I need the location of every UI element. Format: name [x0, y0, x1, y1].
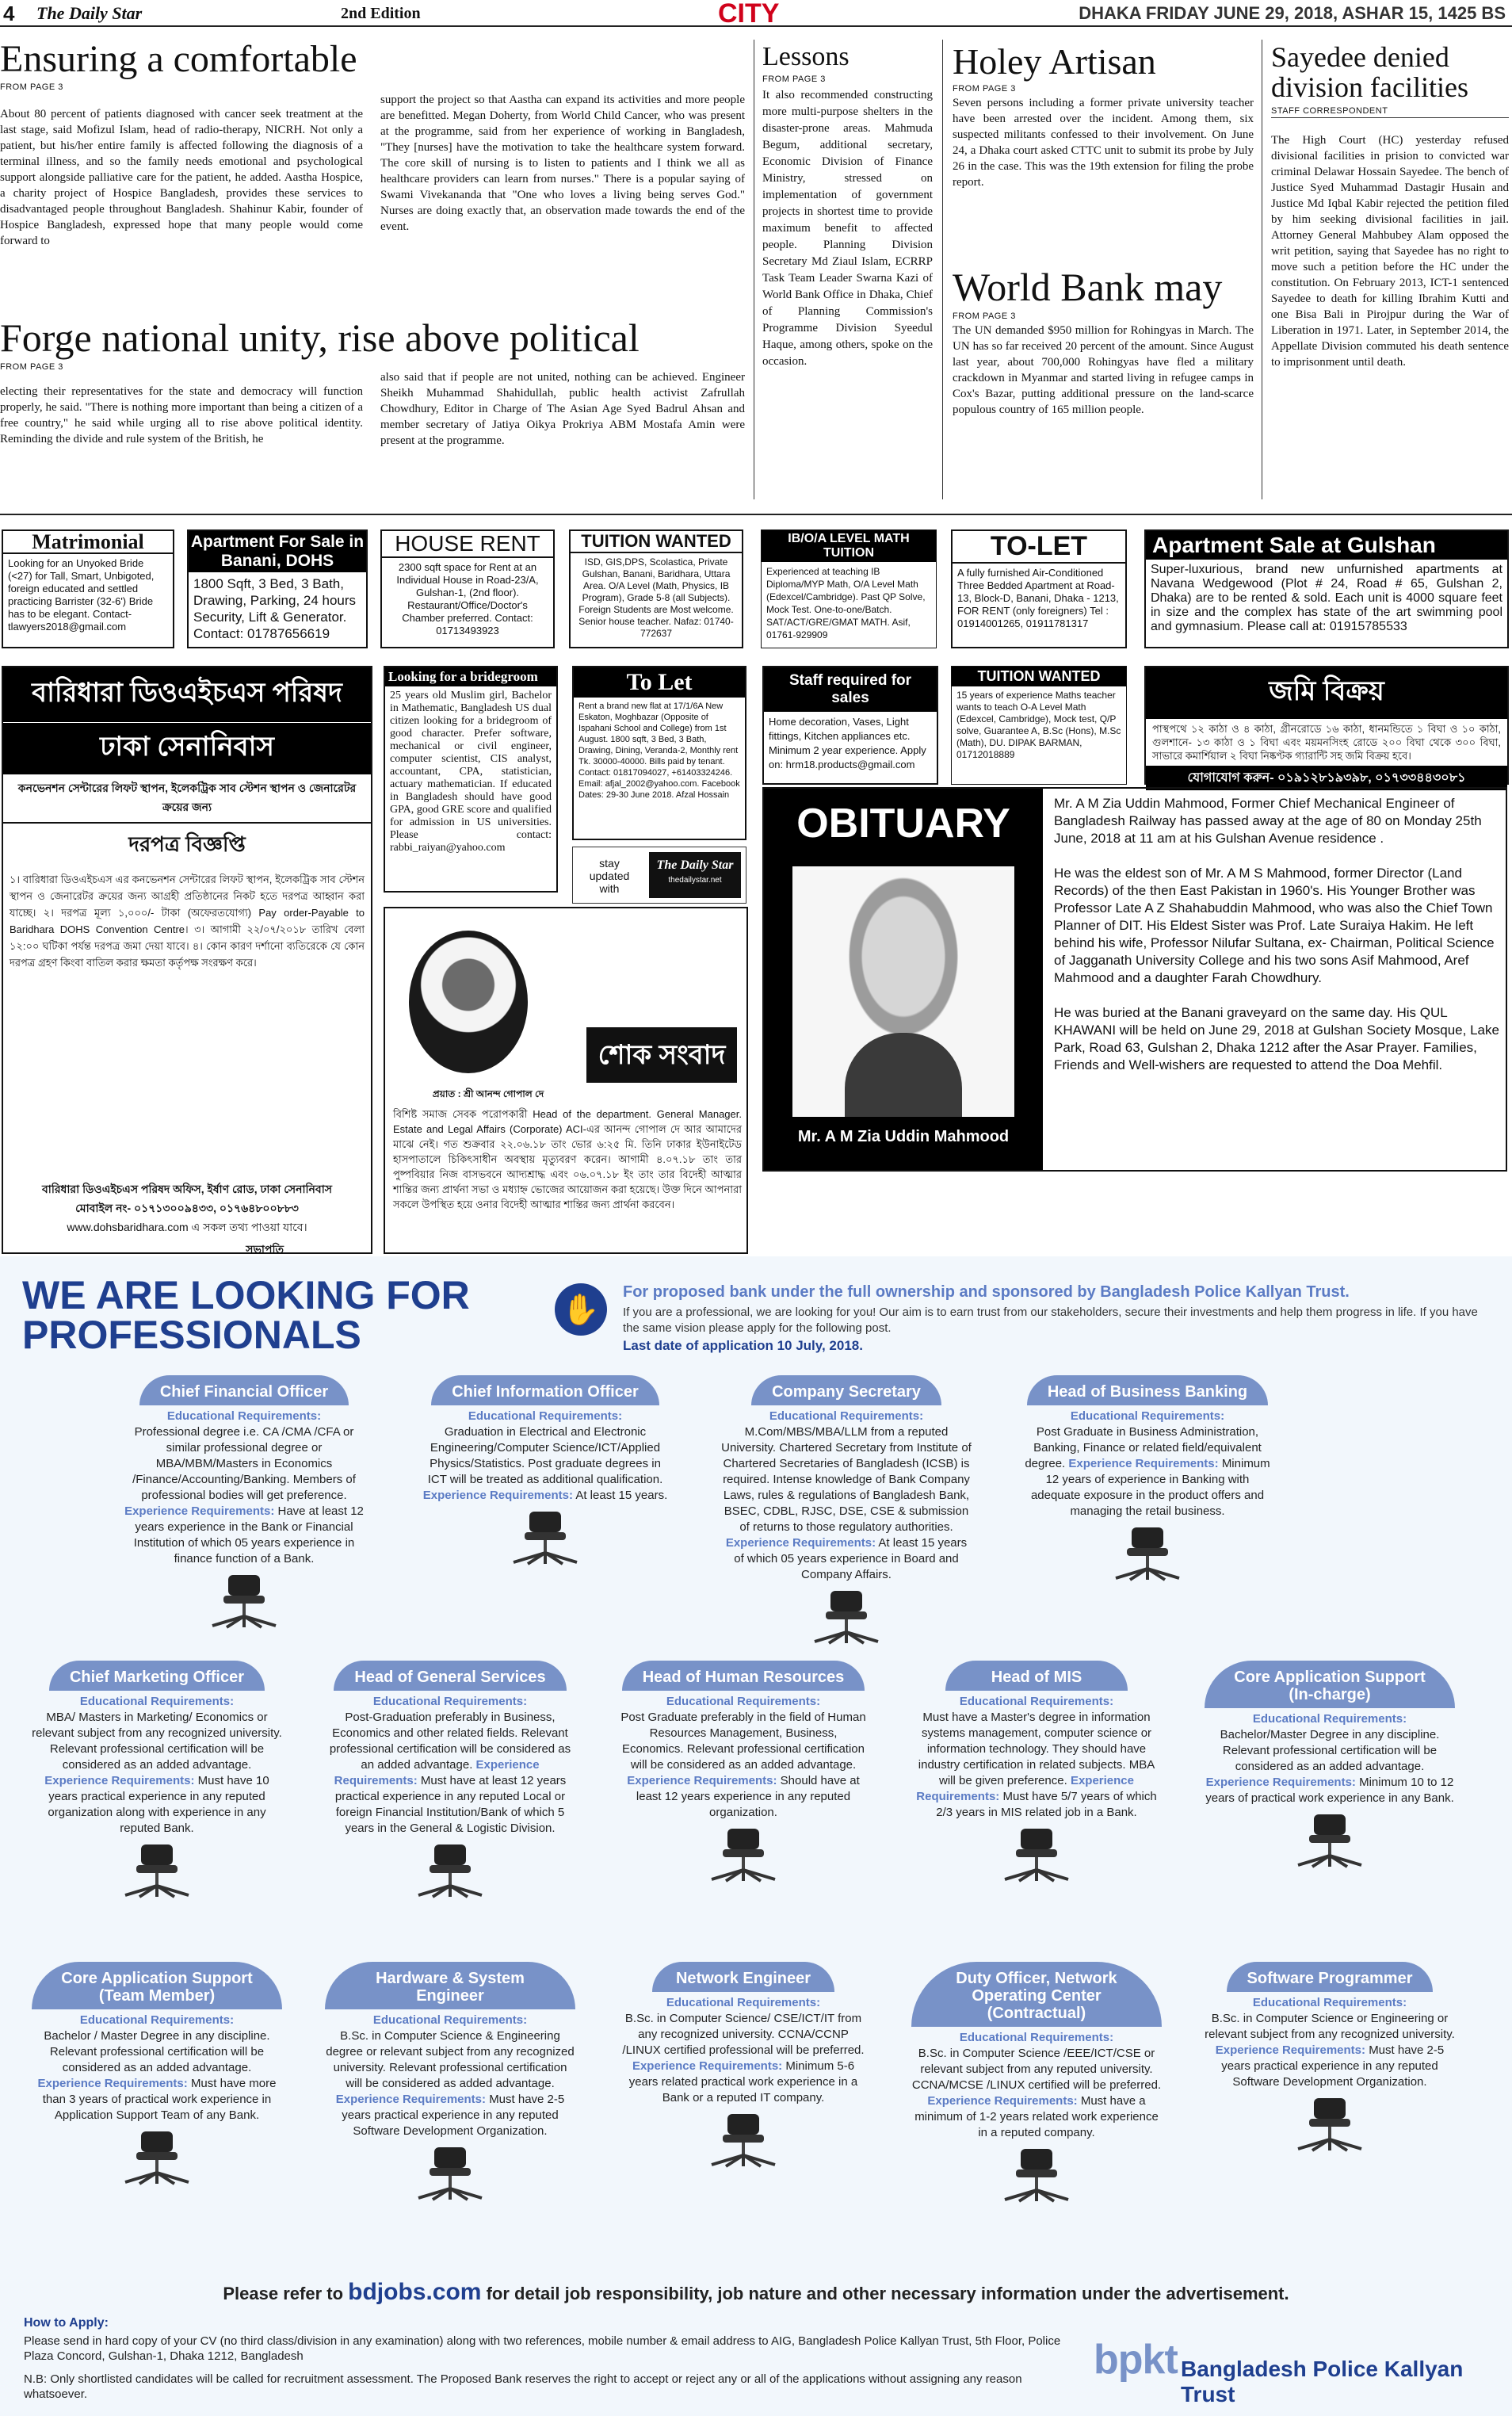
exp-text: Must have 5/7 years of which 2/3 years in MIS related job in a Bank.: [936, 1790, 1157, 1819]
page-header: [0, 0, 1512, 27]
from-page: FROM PAGE 3: [0, 361, 63, 372]
stay-updated-text: stay updated with: [589, 857, 630, 895]
job-card: [32, 1962, 282, 2189]
office-chair-icon: [696, 1827, 791, 1883]
classified-body: Looking for an Unyoked Bride (<27) for Tall, Smart, Unbigoted, foreign educated and settled practicing Barrister (32-6') Bride has to be elegant. Contact- tlawyers2018@gmail.com: [8, 557, 155, 633]
office-chair-icon: [109, 2130, 204, 2185]
exp-text: Minimum 10 to 12 years of practical work experience in any Bank.: [1205, 1776, 1454, 1805]
classified-body: Home decoration, Vases, Light fittings, Kitchen appliances etc. Minimum 2 year experience. Apply on: hrm18.products@gmail.com: [769, 716, 926, 770]
office-chair-icon: [403, 1843, 498, 1898]
rule: [0, 514, 1512, 515]
edu-text: Bachelor/Master Degree in any discipline. Relevant professional certification will be considered as an added advantage.: [1220, 1728, 1440, 1773]
logo-url: thedailystar.net: [668, 876, 722, 885]
article-ensuring: [0, 38, 745, 247]
job-title: Duty Officer, Network Operating Center (Contractual): [911, 1962, 1162, 2027]
office-chair-icon: [1100, 1526, 1195, 1581]
exp-text: Must have 2-5 years practical experience in any reputed Software Development Organization.: [1221, 2043, 1445, 2089]
bpkt-name: Bangladesh Police Kallyan Trust: [1181, 2357, 1464, 2406]
office-chair-icon: [1282, 2097, 1377, 2152]
exp-text: Must have 2-5 years practical experience in any reputed Software Development Organization.: [342, 2093, 565, 2138]
obituary-p2: He was the eldest son of Mr. A M S Mahmood, former Director (Land Records) of the then East Pakistan in 1960's. His Younger Brother was Professor Late A Z Shahabuddin Mahmood, who was also the Chief Town Planner of DIT. His Eldest Sister was Prof. Late Suraiya Hakim. He left behind his wife, Professor Nilufar Sultana, ex- Chairman, Political Science of Jagganath University College and his two sons Asif Mahmood, Aref Mahmood and a daughter Farah Chowdhury.: [1054, 866, 1495, 985]
classified-tuition-wanted: [569, 529, 743, 648]
edu-text: B.Sc. in Computer Science/ CSE/ICT/IT from any recognized university. CCNA/CCNP /LINUX certified professional will be preferred.: [622, 2012, 865, 2057]
job-card: [1205, 1661, 1455, 1872]
classified-body: 1800 Sqft, 3 Bed, 3 Bath, Drawing, Parking, 24 hours Security, Lift & Generator. Contact: 01787656619: [193, 576, 357, 641]
tender-office: বারিধারা ডিওএইচএস পরিষদ অফিস, ইর্ষাণ রোড, ঢাকা সেনানিবাস: [41, 1183, 333, 1195]
exp-label: Experience Requirements:: [37, 2077, 188, 2090]
tender-web: www.dohsbaridhara.com এ সকল তথ্য পাওয়া যাবে।: [67, 1221, 307, 1233]
obituary-title: OBITUARY: [796, 801, 1010, 847]
job-card: [325, 1962, 575, 2205]
classified-title: TUITION WANTED: [571, 531, 742, 553]
article-holey-artisan: [953, 43, 1254, 190]
exp-label: Experience Requirements:: [334, 1758, 540, 1787]
land-sale-notice: [1144, 666, 1509, 785]
obituary-caption: Mr. A M Zia Uddin Mahmood: [797, 1128, 1010, 1145]
classified-apartment-banani: [187, 529, 368, 648]
ad-headline-1: WE ARE LOOKING FOR: [22, 1273, 470, 1317]
job-title: Chief Information Officer: [431, 1375, 659, 1405]
job-title: Core Application Support (Team Member): [32, 1962, 282, 2009]
obituary-p1: Mr. A M Zia Uddin Mahmood, Former Chief Mechanical Engineer of Bangladesh Railway has passed away at the age of 80 on Monday 25th June, 2018 at 11 am at his Gulshan Avenue residence .: [1054, 796, 1482, 846]
job-title: Network Engineer: [652, 1962, 834, 1992]
job-title: Chief Marketing Officer: [49, 1661, 265, 1691]
job-card: [119, 1375, 369, 1633]
land-title: জমি বিক্রয়: [1146, 667, 1507, 719]
condolence-title: শোক সংবাদ: [586, 1027, 737, 1083]
article-col: About 80 percent of patients diagnosed with cancer seek treatment at the last stage, said Mofizul Islam, head of radio-therapy, NICRH. Not only a patient, but his/her entire family is affected following the diagnosis of a terminal illness, and so the family needs emotional and psychological support alongside palliative care for the patient, he added. Aastha Hospice, a charity project of Hospice Bangladesh, provides these services to disadvantaged people throughout Bangladesh. Shahinur Kabir, founder of Hospice Bangladesh, expressed hope that many people would come forward to: [0, 108, 363, 247]
how-to-apply: [24, 2315, 1070, 2402]
article-lessons: [762, 43, 933, 370]
article-body: The UN demanded $950 million for Rohingyas in March. The UN has so far received 20 percent of the amount. Since August last year, about 700,000 Rohingyas have fled a military crackdown in Myanmar and started living in refugee camps in Cox's Bazar, putting additional pressure on the land-scarce populous country of 165 million people.: [953, 323, 1254, 416]
job-requirements: [119, 1409, 369, 1567]
portrait-photo: [792, 866, 1014, 1117]
edu-label: Educational Requirements:: [79, 1695, 235, 1708]
refer-pre: Please refer to: [223, 2284, 344, 2303]
job-requirements: [618, 1995, 869, 2106]
exp-label: Experience Requirements:: [916, 1774, 1134, 1803]
job-card: [325, 1661, 575, 1902]
edu-label: Educational Requirements:: [959, 1695, 1114, 1708]
land-contact: যোগাযোগ করুন- ০১৯১২৮১৯৩৯৮, ০১৭৩৩৪৪৩০৮১: [1146, 766, 1507, 790]
portrait-shoulders: [845, 1033, 962, 1117]
job-requirements: [618, 1694, 869, 1821]
job-card: [911, 1962, 1162, 2207]
headline: Lessons: [762, 42, 850, 71]
land-body: পাস্থপথে ১২ কাঠা ও ৪ কাঠা, গ্রীনরোডে ১৬ কাঠা, ধানমন্ডিতে ১ বিঘা ও ১০ কাঠা, গুলশানে- ১৩ কাঠা ও ১ বিঘা এবং ময়মনসিংহ রোডে ২০০ বিঘা থেকে ৩০০ বিঘা, সাভারে কমার্শিয়াল ২ বিঘা নিষ্কণ্টক গ্যারান্টি সহ জমি বিক্রয় হবে।: [1152, 723, 1501, 762]
job-card: [32, 1661, 282, 1902]
job-requirements: [1022, 1409, 1273, 1520]
job-title: Software Programmer: [1227, 1962, 1434, 1992]
job-title: Chief Financial Officer: [139, 1375, 349, 1405]
edu-label: Educational Requirements:: [1252, 1996, 1407, 2009]
classified-math-tuition: [761, 529, 937, 648]
portrait-photo: [409, 931, 528, 1073]
classified-title: TO-LET: [953, 531, 1125, 564]
tender-notice: [2, 666, 372, 1254]
apply-text: Please send in hard copy of your CV (no third class/division in any examination) along with two references, mobile number & email address to AIG, Bangladesh Police Kallyan Trust, 5th Floor, Police Plaza Concord, Gulshan-1, Dhaka 1212, Bangladesh: [24, 2334, 1061, 2363]
job-card: [420, 1375, 670, 1569]
refer-line: [0, 2279, 1512, 2306]
edu-label: Educational Requirements:: [1252, 1712, 1407, 1726]
article-col: also said that if people are not united, nothing can be achieved. Engineer Sheikh Muhammad Shahidullah, public health activist Zafrullah Chowdhury, Editor in Charge of The Asian Age Syed Badrul Ahsan and member secretary of Jatiya Oikya Prokriya ABM Mostafa Amin were present at the programme.: [380, 371, 745, 447]
ad-headline: [22, 1275, 470, 1355]
classified-title: Apartment For Sale in Banani, DOHS: [189, 531, 366, 572]
edu-label: Educational Requirements:: [769, 1409, 924, 1423]
ad-intro-title: For proposed bank under the full ownership and sponsored by Bangladesh Police Kallyan Trust.: [623, 1283, 1350, 1301]
exp-text: Must have a minimum of 1-2 years related work experience in a reputed company.: [914, 2094, 1159, 2139]
classified-title: IB/O/A LEVEL MATH TUITION: [762, 530, 936, 562]
job-requirements: [32, 1694, 282, 1837]
job-title: Company Secretary: [751, 1375, 941, 1405]
office-chair-icon: [1282, 1813, 1377, 1868]
edu-text: Bachelor / Master Degree in any discipline. Relevant professional certification will be considered as an added advantage.: [44, 2029, 270, 2074]
obituary: [762, 787, 1507, 1172]
exp-label: Experience Requirements:: [927, 2094, 1078, 2108]
exp-label: Experience Requirements:: [725, 1536, 876, 1550]
bpkt-mark: bpkt: [1094, 2337, 1178, 2383]
tender-phone: মোবাইল নং- ০১৭১৩০০৯৪৩৩, ০১৭৬৪৮০০৮৮৩: [75, 1202, 299, 1214]
apply-title: How to Apply:: [24, 2316, 109, 2330]
photo-caption: প্রয়াত : শ্রী আনন্দ গোপাল দে: [432, 1088, 544, 1099]
job-requirements: [1205, 1995, 1455, 2090]
classified-body: Rent a brand new flat at 17/1/6A New Eskaton, Moghbazar (Opposite of Ispahani School and College) from 1st August. 1800 sqft, 3 Bed, 3 Bath, Drawing, Dining, Veranda-2, Monthly rent Tk. 30000-40000. Bills paid by tenant. Contact: 01817094027, +61403324246. Email: afjal_2002@yahoo.com. Facebook Dates: 29-30 June 2018. Afzal Hossain: [578, 701, 740, 800]
classified-title: Apartment Sale at Gulshan: [1146, 531, 1507, 560]
article-body: The High Court (HC) yesterday refused divisional facilities in prision to convicted war criminal Delawar Hossain Sayedee. The bench of Justice Syed Muhammad Dastagir Husain and Justice Md Iqbal Kabir rejected the petition filed by him seeking divisional facilities in jail. Attorney General Mahbubey Alam opposed the writ petition, saying that Sayedee has no right to move such a petition before the HC under the constitution. On February 2013, ICT-1 sentenced Sayedee to death for killing Ibrahim Kutti and one Bisa Bali in Pirojpur during the War of Liberation in 1971. Later, in September 2014, the Appellate Division commuted his death sentence to imprisonment until death.: [1271, 133, 1509, 369]
classified-title: HOUSE RENT: [382, 531, 553, 558]
exp-label: Experience Requirements:: [1215, 2043, 1366, 2057]
job-title: Head of Business Banking: [1027, 1375, 1268, 1405]
job-card: [1022, 1375, 1273, 1585]
tender-org: বারিধারা ডিওএইচএস পরিষদ: [3, 667, 371, 722]
exp-text: At least 15 years.: [575, 1489, 668, 1502]
classified-body: Experienced at teaching IB Diploma/MYP Math, O/A Level Math (Edexcel/Cambridge). Past QP Solve, Mock Test. One-to-one/Batch. SAT/ACT/GRE/GMAT MATH. Asif, 01761-929909: [766, 566, 926, 640]
ad-deadline: Last date of application 10 July, 2018.: [623, 1338, 863, 1353]
edu-label: Educational Requirements:: [166, 1409, 322, 1423]
tender-subtitle: কনভেনশন সেন্টারের লিফট স্থাপন, ইলেকট্রিক সাব স্টেশন স্থাপন ও জেনারেটর ক্রয়ের জন্য: [3, 774, 371, 824]
headline: World Bank may: [953, 265, 1223, 309]
office-chair-icon: [696, 2112, 791, 2168]
office-chair-icon: [989, 1827, 1084, 1883]
section-title: CITY: [718, 0, 780, 29]
exp-text: Have at least 12 years experience in the Bank or Financial Institution of which 05 years experience in finance function of a Bank.: [133, 1504, 364, 1565]
from-page: FROM PAGE 3: [953, 311, 1016, 321]
job-card: [721, 1375, 972, 1649]
office-chair-icon: [498, 1510, 593, 1565]
job-requirements: [1205, 1711, 1455, 1806]
obituary-p3: He was buried at the Banani graveyard on the same day. His QUL KHAWANI will be held on June 29, 2018 at Gulshan Society Mosque, Lake Park, Road 63, Gulshan 2, Dhaka 1212 after the Asar Prayer. Families, Friends and Well-wishers are requested to attend the Doa Mehfil.: [1054, 1005, 1499, 1072]
article-body: It also recommended constructing more multi-purpose shelters in the disaster-prone areas. Mahmuda Begum, additional secretary, Economic Division of Finance Ministry, stressed on implementation of government projects in shortest time to provide maximum benefit to affected people. Planning Division Secretary Md Ziaul Islam, ECRRP Task Team Leader Swarna Kazi of World Bank Office in Dhaka, Chief of Planning Commission's Programme Division Syeedul Haque, among others, spoke on the occasion.: [762, 88, 933, 368]
exp-label: Experience Requirements:: [627, 1774, 777, 1787]
logo-text: The Daily Star: [656, 858, 734, 872]
exp-text: Minimum 5-6 years related practical work experience in a Bank or a reputed IT company.: [628, 2059, 858, 2104]
edu-label: Educational Requirements:: [959, 2031, 1114, 2044]
tender-city: ঢাকা সেনানিবাস: [3, 722, 371, 774]
tender-sign: সভাপতি: [246, 1243, 284, 1256]
classified-staff-required: [762, 666, 938, 785]
classified-title: Matrimonial: [3, 531, 173, 554]
exp-label: Experience Requirements:: [422, 1489, 573, 1502]
edu-text: B.Sc. in Computer Science /EEE/ICT/CSE or relevant subject from any reputed university. CCNA/MCSE /LINUX certified will be preferred.: [911, 2047, 1162, 2092]
masthead: The Daily Star: [36, 3, 143, 23]
headline: Sayedee denied division facilities: [1271, 41, 1468, 103]
edu-text: Post-Graduation preferably in Business, Economics and other related fields. Relevant professional certification will be considered as an added advantage.: [329, 1711, 571, 1772]
exp-label: Experience Requirements:: [44, 1774, 195, 1787]
classified-body: A fully furnished Air-Conditioned Three Bedded Apartment at Road-13, Block-D, Banani, Dhaka - 1213, FOR RENT (only foreigners) Tel : 01914001265, 01911781317: [957, 567, 1119, 629]
job-title: Head of Human Resources: [622, 1661, 865, 1691]
exp-text: At least 15 years of which 05 years experience in Board and Company Affairs.: [734, 1536, 968, 1581]
job-requirements: [32, 2013, 282, 2124]
classified-bridegroom: [384, 666, 558, 893]
classified-apartment-gulshan: [1144, 529, 1509, 648]
from-page: FROM PAGE 3: [762, 74, 826, 84]
classified-house-rent: [380, 529, 555, 648]
exp-label: Experience Requirements:: [632, 2059, 783, 2073]
classified-tuition-wanted-2: [951, 666, 1127, 785]
article-body: Seven persons including a former private university teacher have been arrested over the incident. Among them, six suspected militants confessed to their involvement. On June 24, a Dhaka court asked CTTC unit to submit its probe by July 26 in the case. This was the 19th extension for filing the probe report.: [953, 97, 1254, 189]
condolence-notice: [384, 907, 748, 1254]
from-page: FROM PAGE 3: [953, 84, 1016, 94]
office-chair-icon: [989, 2147, 1084, 2203]
headline: Holey Artisan: [953, 41, 1156, 82]
job-requirements: [325, 1694, 575, 1837]
tender-title: দরপত্র বিজ্ঞপ্তি: [128, 832, 246, 856]
tender-body: ১। বারিধারা ডিওএইচএস এর কনভেনশন সেন্টারের লিফট স্থাপন, ইলেকট্রিক সাব স্টেশন স্থাপন ও জেনারেটর ক্রয়ের জন্য আগ্রহী প্রতিষ্ঠানের নিকট হতে দরপত্র আহ্বান করা যাচ্ছে। ২। দরপত্র মূল্য ১,০০০/- টাকা (অফেরতযোগ্য) Pay order-Payable to Baridhara DOHS Convention Centre। ৩। আগামী ২২/০৭/২০১৮ তারিখ বেলা ১২:০০ ঘটিকা পর্যন্ত দরপত্র জমা দেয়া যাবে। ৪। কোন কারণ দর্শানো ব্যতিরেকে যে কোন দরপত্র গ্রহণ কিংবা বাতিল করার ক্ষমতা কর্তৃপক্ষ সংরক্ষণ করে।: [10, 874, 365, 969]
recruitment-ad: [0, 1256, 1512, 2416]
office-chair-icon: [403, 2146, 498, 2201]
job-title: Head of General Services: [334, 1661, 566, 1691]
classified-title: To Let: [574, 667, 745, 698]
handshake-icon: ✋: [555, 1283, 607, 1336]
job-requirements: [911, 1694, 1162, 1821]
edu-text: Professional degree i.e. CA /CMA /CFA or similar professional degree or MBA/MBM/Masters in Economics /Finance/Accounting/Banking. Members of professional bodies will get preference.: [132, 1425, 356, 1502]
headline: Forge national unity, rise above political: [0, 315, 640, 360]
classified-body: ISD, GIS,DPS, Scolastica, Private Gulshan, Banani, Baridhara, Uttara Area. O/A Level (Math, Physics, IB Program), Grade 5-8 (all Subjects). Foreign Students are Most welcome. Senior house teacher. Nafaz: 01740-772637: [578, 556, 734, 639]
article-sayedee: [1271, 43, 1509, 370]
article-forge: [0, 315, 745, 447]
page-number: 4: [3, 2, 15, 25]
ad-intro: [623, 1283, 1495, 1354]
classified-title: Staff required for sales: [764, 667, 937, 712]
edu-text: Post Graduate preferably in the field of Human Resources Management, Business, Economics. Relevant professional certification will be considered as an added advantage.: [620, 1711, 866, 1772]
edu-text: B.Sc. in Computer Science & Engineering degree or relevant subject from any recognized university. Relevant professional certification will be considered as added advantage.: [326, 2029, 575, 2090]
obituary-text: [1054, 795, 1502, 1074]
nb-text: N.B: Only shortlisted candidates will be called for recruitment assessment. The Proposed Bank reserves the right to accept or reject any or all of the applications without assigning any reason whatsoever.: [24, 2372, 1022, 2401]
classified-body: Super-luxurious, brand new unfurnished apartments at Navana Wedgewood (Plot # 24, Road # 65, Gulshan 2, Dhaka) are to be rented & sold. Each unit is 4000 square feet in size and the complex has state of the art swimming pool and gymnasium. Please call at: 01915785533: [1151, 563, 1502, 633]
job-title: Head of MIS: [945, 1661, 1128, 1691]
classified-body: 25 years old Muslim girl, Bachelor in Mathematic, Bangladesh US dual citizen looking for a bridegroom of good character. Prefer software, mechanical or civil engineer, computer scientist, CIS analyst, accountant, CPA, statistician, actuary mathematician. If educated in Bangladesh should have good GPA, good GRE score and qualified for admission in US universities. Please contact: rabbi_raiyan@yahoo.com: [390, 690, 552, 854]
edu-text: Must have a Master's degree in information systems management, computer science or information technology. They should have industry certification in related subjects. MBA will be given preference.: [918, 1711, 1155, 1787]
ad-intro-text: If you are a professional, we are looking for you! Our aim is to earn trust from our stakeholders, secure their investments and help them progress in life. If you have the same vision please apply for the following post.: [623, 1305, 1478, 1335]
article-col: support the project so that Aastha can expand its activities and more people are benefitted. Megan Doherty, from World Child Cancer, who was present at the programme, said from her experience of working in Bangladesh, "They [nurses] have the motivation to take the healthcare system forward. The core skill of nursing is to listen to patients and I think we all as healthcare providers can learn from nurses." There is a popular saying of Swami Vivekananda that "One who loves a living being serves God." Nurses are doing exactly that, an observation made towards the end of the event.: [380, 94, 745, 233]
exp-text: Should have at least 12 years experience in any reputed organization.: [636, 1774, 860, 1819]
job-card: [618, 1661, 869, 1887]
edu-label: Educational Requirements:: [1070, 1409, 1225, 1423]
classified-to-let: [951, 529, 1127, 648]
edu-label: Educational Requirements:: [372, 1695, 528, 1708]
office-chair-icon: [109, 1843, 204, 1898]
daily-star-logo[interactable]: [649, 852, 741, 898]
edu-label: Educational Requirements:: [468, 1409, 623, 1423]
exp-text: Minimum 12 years of experience in Banking with adequate exposure in the product offers and managing the retail business.: [1030, 1457, 1270, 1518]
classified-body: 15 years of experience Maths teacher wants to teach O-A Level Math (Edexcel, Cambridge), Mock test, Q/P solve, Guarantee A, B.Sc (Hons), M.Sc (Math), DU. DIPAK BARMAN, 01712018889: [956, 690, 1121, 760]
exp-text: Must have 10 years practical experience in any reputed organization along with experience in any reputed Bank.: [48, 1774, 269, 1835]
bpkt-logo: [1094, 2336, 1506, 2406]
condolence-body: বিশিষ্ট সমাজ সেবক পরোপকারী Head of the department. General Manager. Estate and Legal Affairs (Corporate) ACI-এর আনন্দ গোপাল দে আর আমাদের মাঝে নেই। গত শুক্রবার ২২.০৬.১৮ তাং ভোর ৬:২৫ মি. তিনি ঢাকার ইউনাইটেড হাসপাতালে চিকিৎসাধীন অবস্থায় মৃত্যুবরণ করেন। আগামী ৪.০৭.১৮ তাং তার পুষ্পবিয়ার নিজ বাসভবনে আদ্যশ্রাদ্ধ এবং ০৬.০৭.১৮ ইং তাং তার বিদেহী আত্মার শান্তির জন্য প্রার্থনা সভা ও মধ্যাহ্ন ভোজের আয়োজন করা হয়েছে। উক্ত দিনে আপনারা সকলে উপস্থিত হয়ে ওনার বিদেহী আত্মার শান্তির জন্য প্রার্থনা করবেন।: [393, 1108, 742, 1210]
job-title: Core Application Support (In-charge): [1205, 1661, 1455, 1708]
job-requirements: [721, 1409, 972, 1583]
classified-to-let-2: [572, 666, 746, 840]
classified-matrimonial: [2, 529, 174, 648]
dateline: DHAKA FRIDAY JUNE 29, 2018, ASHAR 15, 1425 BS: [1079, 3, 1506, 23]
classified-body: 2300 sqft space for Rent at an Individual House in Road-23/A, Gulshan-1, (2nd floor). Restaurant/Office/Doctor's Chamber preferred. Contact: 01713493923: [396, 561, 539, 636]
edu-label: Educational Requirements:: [666, 1695, 821, 1708]
edu-label: Educational Requirements:: [666, 1996, 821, 2009]
divider: [942, 40, 943, 499]
headline: Ensuring a comfortable: [0, 38, 357, 80]
classified-title: Looking for a bridegroom: [385, 667, 556, 686]
edu-label: Educational Requirements:: [79, 2013, 235, 2027]
office-chair-icon: [197, 1573, 292, 1629]
stay-updated-box: [572, 847, 746, 904]
from-page: FROM PAGE 3: [0, 82, 63, 93]
exp-text: Must have at least 12 years practical experience in any reputed Local or foreign Financial Institution/Bank of which 5 years in the General & Logistic Division.: [334, 1774, 567, 1835]
job-requirements: [325, 2013, 575, 2139]
job-card: [1205, 1962, 1455, 2156]
ad-headline-2: PROFESSIONALS: [22, 1313, 361, 1357]
job-requirements: [911, 2030, 1162, 2141]
refer-post: for detail job responsibility, job nature and other necessary information under the advertisement.: [486, 2284, 1289, 2303]
exp-label: Experience Requirements:: [1205, 1776, 1356, 1789]
exp-label: Experience Requirements:: [1068, 1457, 1219, 1470]
exp-text: Must have more than 3 years of practical work experience in Application Support Team of any Bank.: [42, 2077, 277, 2122]
article-col: electing their representatives for the state and democracy will function properly, he said. "There is nothing more important than being a citizen of a free country," he said while urging all to rise above political identity. Reminding the divide and rule system of the British, he: [0, 385, 363, 445]
edu-text: Post Graduate in Business Administration, Banking, Finance or related field/equivalent degree.: [1025, 1425, 1262, 1470]
job-card: [618, 1962, 869, 2172]
bdjobs-link[interactable]: bdjobs.com: [348, 2279, 482, 2305]
office-chair-icon: [799, 1589, 894, 1645]
edu-text: B.Sc. in Computer Science or Engineering or relevant subject from any recognized university.: [1205, 2012, 1455, 2041]
edu-text: Graduation in Electrical and Electronic Engineering/Computer Science/ICT/Applied Physics/Statistics. Post graduate degrees in ICT will be treated as additional qualification.: [427, 1425, 663, 1486]
edu-label: Educational Requirements:: [372, 2013, 528, 2027]
edition: 2nd Edition: [341, 5, 421, 22]
byline: STAFF CORRESPONDENT: [1271, 106, 1509, 118]
edu-text: MBA/ Masters in Marketing/ Economics or relevant subject from any recognized university. Relevant professional certification will be considered as an added advantage.: [32, 1711, 282, 1772]
job-title: Hardware & System Engineer: [325, 1962, 575, 2009]
exp-label: Experience Requirements:: [335, 2093, 487, 2106]
exp-label: Experience Requirements:: [124, 1504, 275, 1518]
job-requirements: [420, 1409, 670, 1504]
job-card: [911, 1661, 1162, 1887]
article-world-bank: [953, 266, 1254, 418]
classified-title: TUITION WANTED: [952, 667, 1126, 686]
edu-text: M.Com/MBS/MBA/LLM from a reputed University. Chartered Secretary from Institute of Chartered Secretaries of Bangladesh (ICSB) is required. Intense knowledge of Bank Company Laws, rules & regulations of Bangladesh Bank, BSEC, CDBL, RJSC, DSE, CSE & submission of returns to those regulatory authorities.: [721, 1425, 972, 1534]
obituary-panel: [764, 789, 1043, 1170]
